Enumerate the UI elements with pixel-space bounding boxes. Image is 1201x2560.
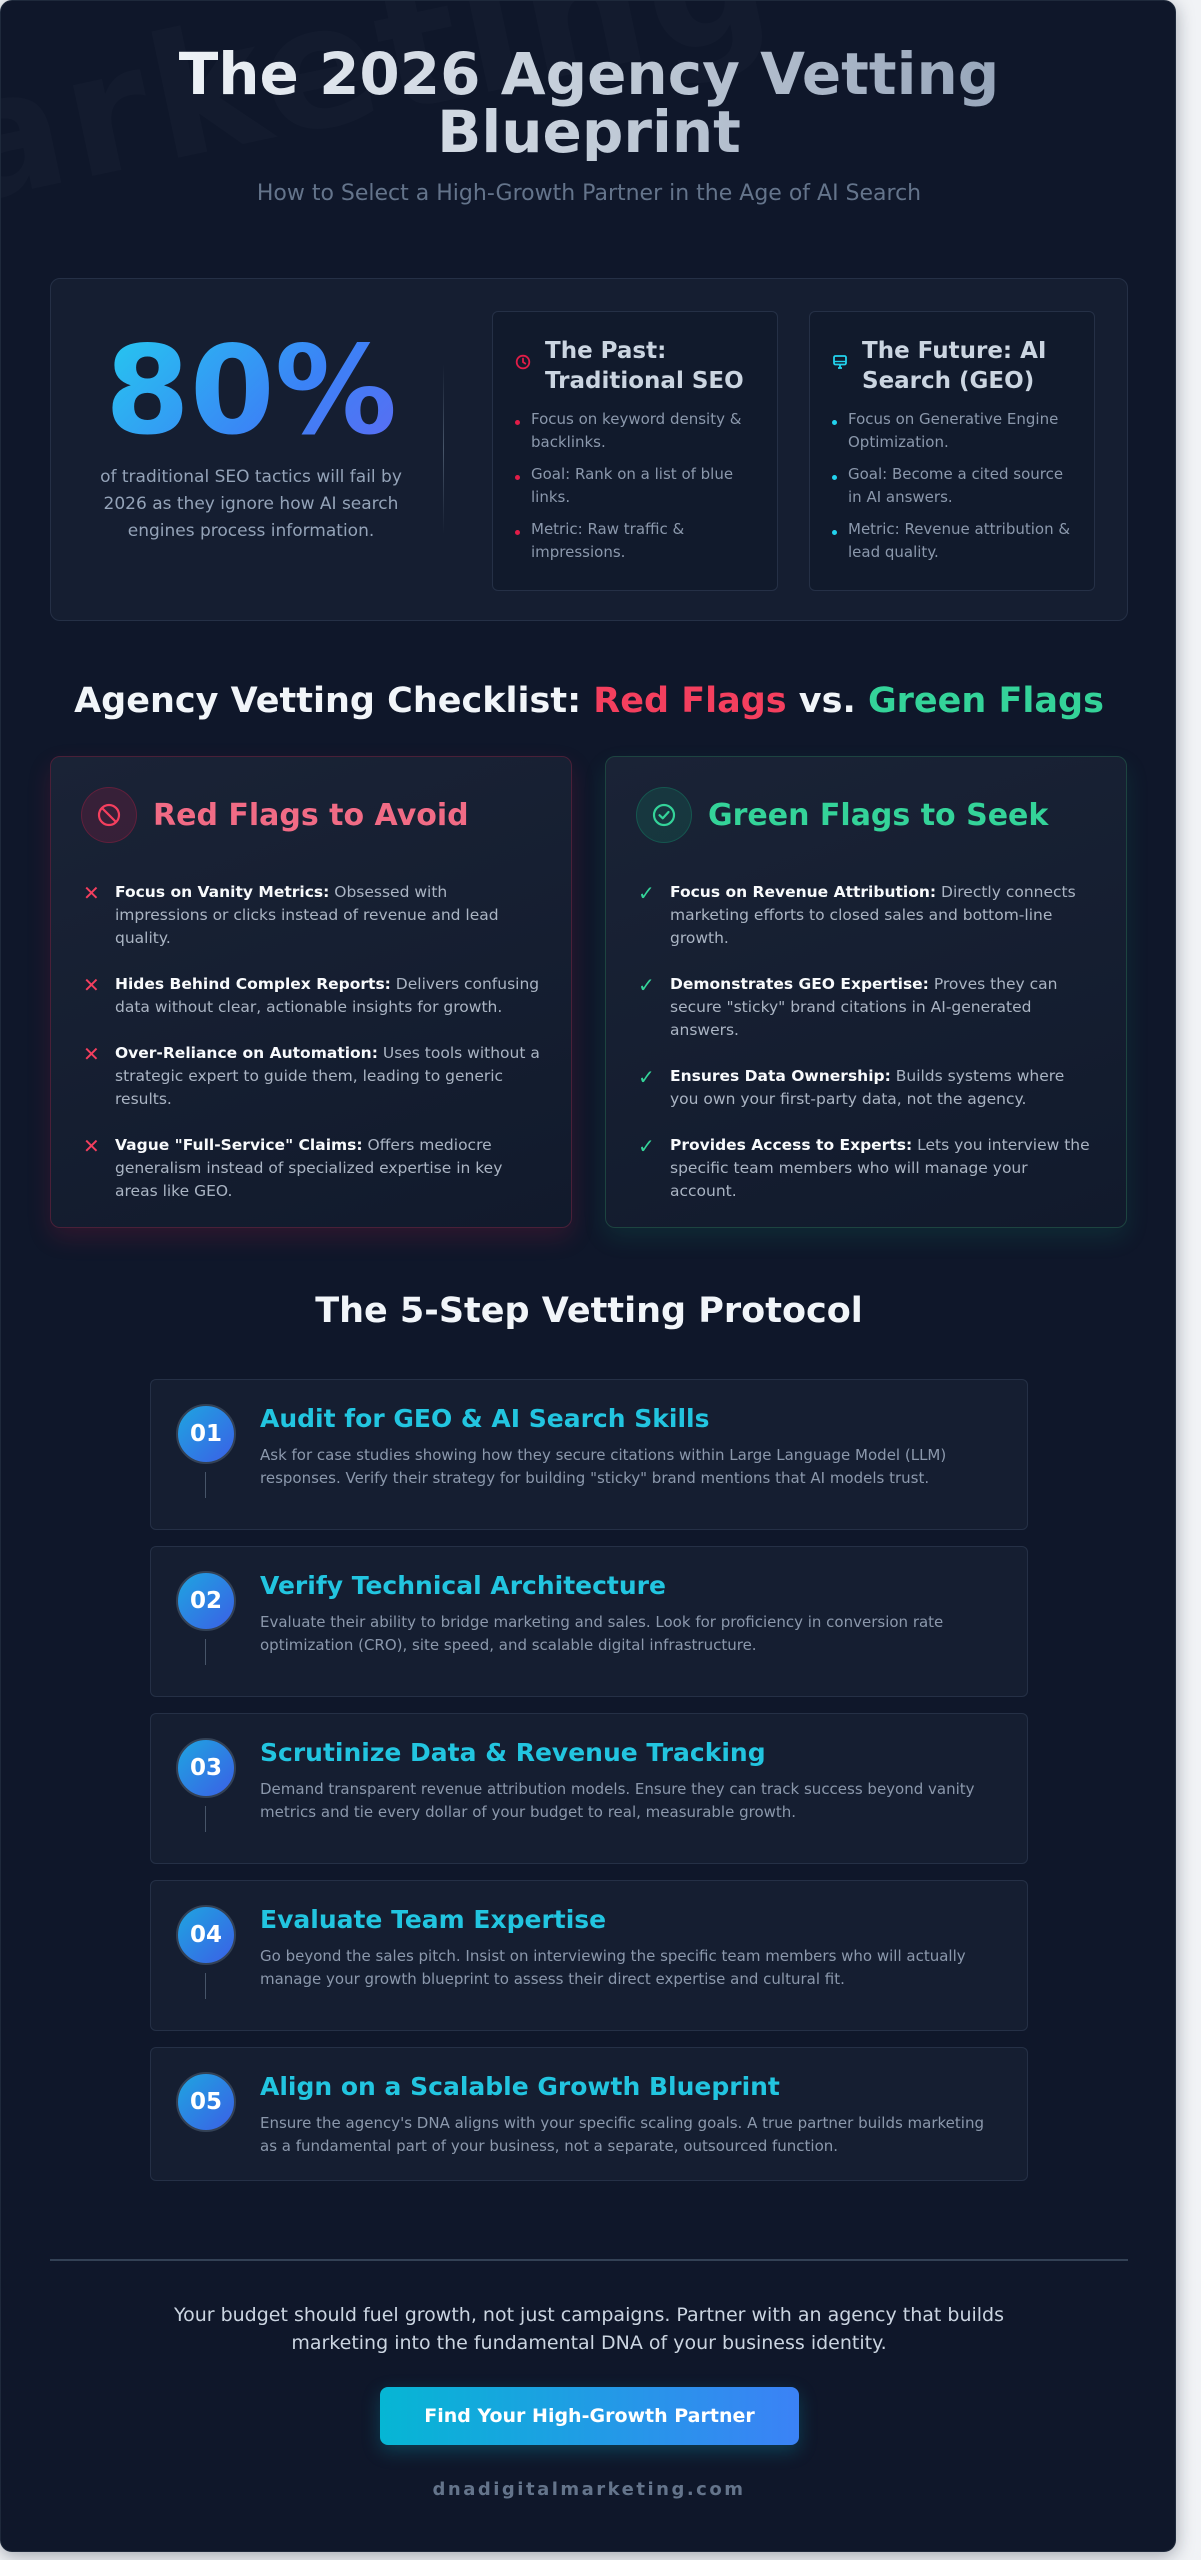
step-title: Align on a Scalable Growth Blueprint bbox=[260, 2072, 780, 2101]
list-item: Metric: Revenue attribution & lead quality. bbox=[832, 518, 1072, 564]
step-number-badge: 04 bbox=[176, 1905, 236, 1965]
x-mark-icon: ✕ bbox=[83, 1134, 100, 1158]
protocol-step-3 bbox=[150, 1713, 1028, 1864]
era-list-past bbox=[515, 408, 755, 564]
era-title-future: The Future: AI Search (GEO) bbox=[862, 338, 1047, 394]
check-mark-icon: ✓ bbox=[638, 1065, 655, 1089]
list-item: ✓ Focus on Revenue Attribution: Directly connects marketing efforts to closed sales and bottom-line growth. bbox=[636, 881, 1096, 950]
find-partner-button[interactable]: Find Your High-Growth Partner bbox=[380, 2387, 799, 2445]
x-mark-icon: ✕ bbox=[83, 1042, 100, 1066]
check-mark-icon: ✓ bbox=[638, 1134, 655, 1158]
step-description: Ask for case studies showing how they secure citations within Large Language Model (LLM) responses. Verify their strategy for building "sticky" brand mentions that AI models trust. bbox=[260, 1446, 947, 1487]
stat-value: 80% bbox=[71, 329, 431, 454]
bullet-dot-icon bbox=[832, 420, 837, 425]
stat-block bbox=[71, 320, 431, 545]
list-item: Goal: Rank on a list of blue links. bbox=[515, 463, 755, 509]
list-item: Metric: Raw traffic & impressions. bbox=[515, 518, 755, 564]
bullet-dot-icon bbox=[832, 475, 837, 480]
footer-divider bbox=[50, 2259, 1128, 2261]
list-item: ✓ Provides Access to Experts: Lets you interview the specific team members who will manage your account. bbox=[636, 1134, 1096, 1203]
era-card-future bbox=[809, 311, 1095, 591]
clock-icon bbox=[515, 354, 531, 370]
header bbox=[1, 40, 1176, 206]
step-connector-line bbox=[205, 1639, 206, 1665]
red-flags-title: Red Flags to Avoid bbox=[153, 797, 469, 833]
era-title-past: The Past: Traditional SEO bbox=[545, 338, 744, 394]
list-item: ✓ Ensures Data Ownership: Builds systems where you own your first-party data, not the agency. bbox=[636, 1065, 1096, 1111]
bullet-dot-icon bbox=[515, 420, 520, 425]
step-description: Ensure the agency's DNA aligns with your specific scaling goals. A true partner builds marketing as a fundamental part of your business, not a separate, outsourced function. bbox=[260, 2114, 984, 2155]
protocol-step-2 bbox=[150, 1546, 1028, 1697]
list-item: ✕ Hides Behind Complex Reports: Delivers confusing data without clear, actionable insights for growth. bbox=[81, 973, 541, 1019]
protocol-step-5 bbox=[150, 2047, 1028, 2181]
ban-icon bbox=[96, 802, 122, 828]
closing-statement: Your budget should fuel growth, not just campaigns. Partner with an agency that builds marketing into the fundamental DNA of your business identity. bbox=[173, 2304, 1005, 2354]
step-title: Scrutinize Data & Revenue Tracking bbox=[260, 1738, 766, 1767]
step-title: Verify Technical Architecture bbox=[260, 1571, 666, 1600]
bullet-dot-icon bbox=[832, 530, 837, 535]
checklist-heading: Agency Vetting Checklist: Red Flags vs. Green Flags bbox=[74, 681, 1104, 721]
step-description: Evaluate their ability to bridge marketing and sales. Look for proficiency in conversion rate optimization (CRO), site speed, and scalable digital infrastructure. bbox=[260, 1613, 944, 1654]
step-connector-line bbox=[205, 1472, 206, 1498]
protocol-step-4 bbox=[150, 1880, 1028, 2031]
step-connector-line bbox=[205, 1806, 206, 1832]
monitor-icon bbox=[832, 354, 848, 370]
list-item: Focus on Generative Engine Optimization. bbox=[832, 408, 1072, 454]
page-subtitle: How to Select a High-Growth Partner in the Age of AI Search bbox=[256, 181, 922, 206]
step-title: Evaluate Team Expertise bbox=[260, 1905, 607, 1934]
stats-panel bbox=[50, 278, 1128, 621]
website-link[interactable]: dnadigitalmarketing.com bbox=[432, 2479, 746, 2500]
list-item: ✕ Vague "Full-Service" Claims: Offers mediocre generalism instead of specialized expertise in key areas like GEO. bbox=[81, 1134, 541, 1203]
ban-icon-badge bbox=[81, 787, 137, 843]
list-item: ✕ Over-Reliance on Automation: Uses tools without a strategic expert to guide them, leading to generic results. bbox=[81, 1042, 541, 1111]
bullet-dot-icon bbox=[515, 475, 520, 480]
bullet-dot-icon bbox=[515, 530, 520, 535]
era-list-future bbox=[832, 408, 1072, 564]
check-mark-icon: ✓ bbox=[638, 881, 655, 905]
step-title: Audit for GEO & AI Search Skills bbox=[260, 1404, 710, 1433]
step-number-badge: 01 bbox=[176, 1404, 236, 1464]
list-item: Focus on keyword density & backlinks. bbox=[515, 408, 755, 454]
x-mark-icon: ✕ bbox=[83, 973, 100, 997]
list-item: Goal: Become a cited source in AI answers. bbox=[832, 463, 1072, 509]
step-description: Go beyond the sales pitch. Insist on interviewing the specific team members who will actually manage your growth blueprint to assess their direct expertise and cultural fit. bbox=[260, 1947, 966, 1988]
step-connector-line bbox=[205, 1973, 206, 1999]
heading-red-flags: Red Flags bbox=[593, 681, 787, 721]
page-title: The 2026 Agency Vetting Blueprint bbox=[149, 45, 1029, 161]
vertical-divider bbox=[443, 364, 444, 534]
heading-green-flags: Green Flags bbox=[867, 681, 1104, 721]
list-item: ✓ Demonstrates GEO Expertise: Proves they can secure "sticky" brand citations in AI-generated answers. bbox=[636, 973, 1096, 1042]
check-circle-icon-badge bbox=[636, 787, 692, 843]
green-flags-title: Green Flags to Seek bbox=[708, 797, 1049, 833]
protocol-heading: The 5-Step Vetting Protocol bbox=[315, 1291, 863, 1331]
red-flags-card bbox=[50, 756, 572, 1228]
step-description: Demand transparent revenue attribution models. Ensure they can track success beyond vanity metrics and tie every dollar of your budget to real, measurable growth. bbox=[260, 1780, 975, 1821]
check-circle-icon bbox=[651, 802, 677, 828]
x-mark-icon: ✕ bbox=[83, 881, 100, 905]
stat-description: of traditional SEO tactics will fail by 2026 as they ignore how AI search engines process information. bbox=[100, 467, 402, 541]
green-flags-card bbox=[605, 756, 1127, 1228]
step-number-badge: 05 bbox=[176, 2072, 236, 2132]
step-number-badge: 03 bbox=[176, 1738, 236, 1798]
protocol-step-1 bbox=[150, 1379, 1028, 1530]
era-card-past bbox=[492, 311, 778, 591]
list-item: ✕ Focus on Vanity Metrics: Obsessed with impressions or clicks instead of revenue and lead quality. bbox=[81, 881, 541, 950]
step-number-badge: 02 bbox=[176, 1571, 236, 1631]
check-mark-icon: ✓ bbox=[638, 973, 655, 997]
